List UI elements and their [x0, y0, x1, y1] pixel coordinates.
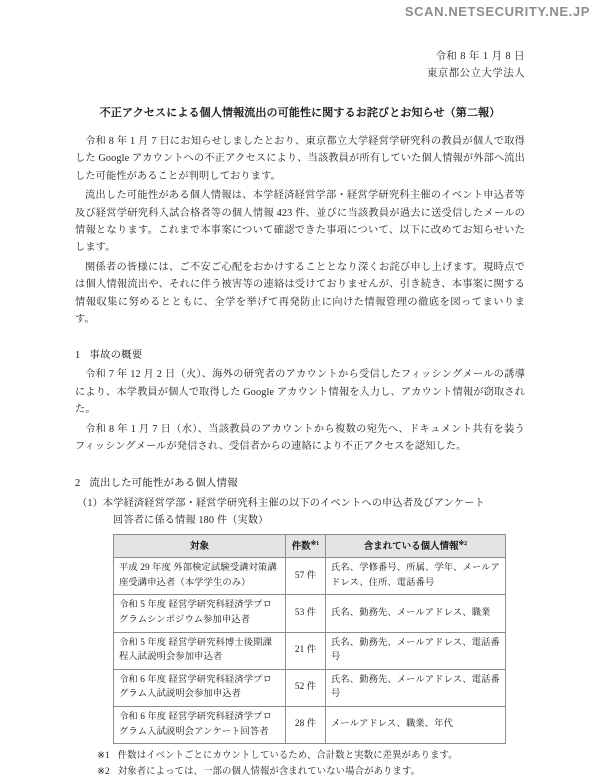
- table-footnotes: [75, 749, 525, 780]
- document-meta: [75, 48, 525, 82]
- column-header-info-label: 含まれている個人情報: [364, 542, 459, 552]
- section1-title: 事故の概要: [89, 348, 142, 364]
- section1-paragraph-1: 令和 7 年 12 月 2 日（火）、海外の研究者のアカウントから受信したフィッシングメールの誘導により、本学教員が個人で取得した Google アカウント情報を入力し、アカウント情報が窃取された。: [75, 366, 525, 418]
- intro-paragraph-1: 令和 8 年 1 月 7 日にお知らせしましたとおり、東京都立大学経営学研究科の教員が個人で取得した Google アカウントへの不正アクセスにより、当該教員が所有していた個人情報が外部へ流出した可能性があることが判明しております。: [75, 133, 525, 185]
- site-watermark: SCAN.NETSECURITY.NE.JP: [405, 4, 590, 19]
- column-header-target-label: 対象: [190, 542, 209, 552]
- document-issuer: 東京都公立大学法人: [75, 65, 525, 82]
- table-row: [114, 706, 506, 743]
- column-header-count-note: ※1: [311, 540, 320, 547]
- row-target: 令和 5 年度 経営学研究科博士後期課程入試説明会参加申込者: [114, 632, 286, 669]
- section1-paragraph-2: 令和 8 年 1 月 7 日（水）、当該教員のアカウントから複数の宛先へ、ドキュメント共有を装うフィッシングメールが発信され、受信者からの連絡により不正アクセスを認知した。: [75, 421, 525, 456]
- table-row: [114, 558, 506, 595]
- column-header-count-label: 件数: [292, 542, 311, 552]
- footnote-1-mark: ※1: [97, 749, 110, 765]
- table-header-row: [114, 534, 506, 558]
- subsection-1-line2: 回答者に係る情報 180 件（実数）: [77, 512, 525, 529]
- column-header-target: [114, 534, 286, 558]
- subsection-1-line1: 本学経済経営学部・経営学研究科主催の以下のイベントへの申込者及びアンケート: [103, 498, 485, 509]
- intro-paragraph-3: 関係者の皆様には、ご不安ご心配をおかけすることとなり深くお詫び申し上げます。現時点では個人情報流出や、それに伴う被害等の連絡は受けておりませんが、引き続き、本事案に関する情報収集に努めるとともに、全学を挙げて再発防止に向けた情報管理の徹底を図ってまいります。: [75, 259, 525, 329]
- footnote-2-text: 対象者によっては、一部の個人情報が含まれていない場合があります。: [118, 765, 420, 780]
- row-info: 氏名、勤務先、メールアドレス、電話番号: [326, 632, 506, 669]
- row-target: 平成 29 年度 外部検定試験受講対策講座受講申込者（本学学生のみ）: [114, 558, 286, 595]
- section2-title: 流出した可能性がある個人情報: [89, 476, 237, 492]
- section-incident-overview: [75, 348, 525, 455]
- row-info: 氏名、勤務先、メールアドレス、職業: [326, 595, 506, 632]
- row-count: 53 件: [286, 595, 326, 632]
- row-info: 氏名、勤務先、メールアドレス、電話番号: [326, 669, 506, 706]
- table-row: [114, 669, 506, 706]
- section2-number: 2: [75, 476, 80, 492]
- document-body: [75, 48, 525, 780]
- document-date: 令和 8 年 1 月 8 日: [75, 48, 525, 65]
- leaked-info-table-wrapper: [75, 534, 525, 745]
- row-count: 28 件: [286, 706, 326, 743]
- section2-heading: [75, 476, 525, 492]
- footnote-2: [97, 765, 525, 780]
- row-count: 57 件: [286, 558, 326, 595]
- footnote-1-text: 件数はイベントごとにカウントしているため、合計数と実数に差異があります。: [118, 749, 458, 765]
- column-header-count: [286, 534, 326, 558]
- section-leaked-information: [75, 476, 525, 780]
- subsection-1-label: （1）: [77, 498, 103, 509]
- section1-number: 1: [75, 348, 80, 364]
- footnote-2-mark: ※2: [97, 765, 110, 780]
- row-target: 令和 5 年度 経営学研究科経済学プログラムシンポジウム参加申込者: [114, 595, 286, 632]
- intro-paragraph-2: 流出した可能性がある個人情報は、本学経済経営学部・経営学研究科主催のイベント申込者等及び経営学研究科入試合格者等の個人情報 423 件、並びに当該教員が過去に送受信したメールの情報となります。これまで本事案について確認できた事項について、以下に改めてお知らせいたします。: [75, 187, 525, 257]
- row-count: 21 件: [286, 632, 326, 669]
- row-info: 氏名、学修番号、所属、学年、メールアドレス、住所、電話番号: [326, 558, 506, 595]
- leaked-info-table: [113, 534, 506, 745]
- table-row: [114, 632, 506, 669]
- row-info: メールアドレス、職業、年代: [326, 706, 506, 743]
- row-target: 令和 6 年度 経営学研究科経済学プログラム入試説明会アンケート回答者: [114, 706, 286, 743]
- row-target: 令和 6 年度 経営学研究科経済学プログラム入試説明会参加申込者: [114, 669, 286, 706]
- footnote-1: [97, 749, 525, 765]
- table-row: [114, 595, 506, 632]
- column-header-info: [326, 534, 506, 558]
- subsection-1: [75, 495, 525, 529]
- column-header-info-note: ※2: [459, 540, 468, 547]
- page-title: 不正アクセスによる個人情報流出の可能性に関するお詫びとお知らせ（第二報）: [75, 104, 525, 120]
- row-count: 52 件: [286, 669, 326, 706]
- section1-heading: [75, 348, 525, 364]
